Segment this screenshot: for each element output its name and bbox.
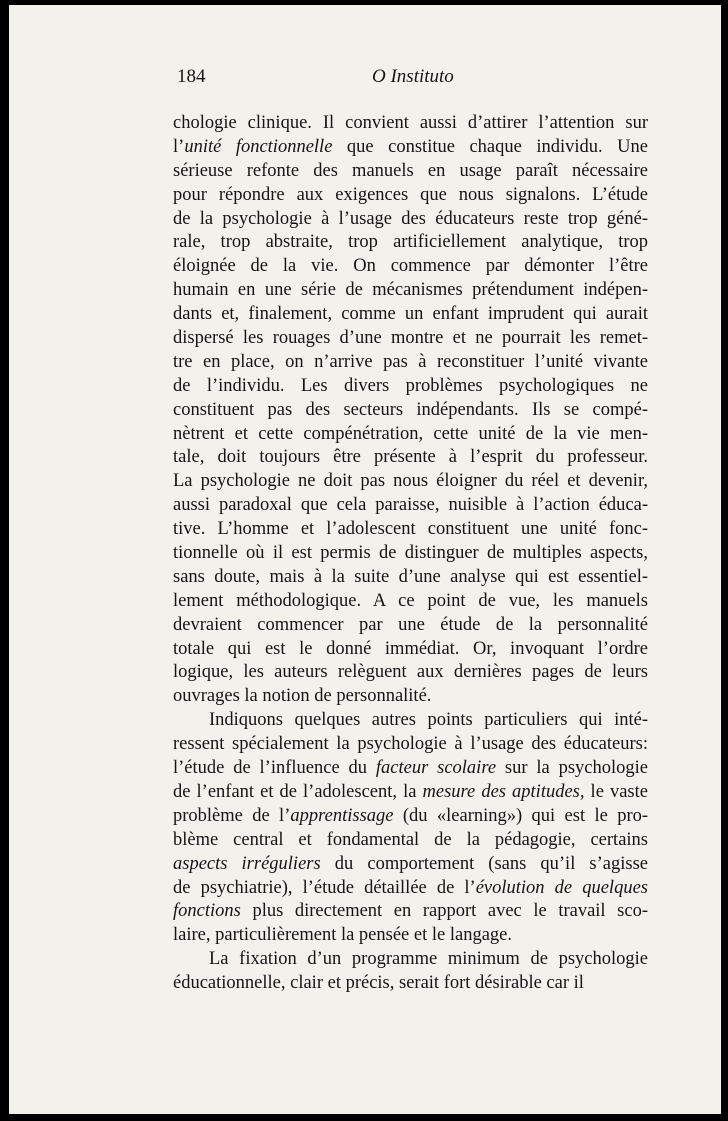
- text-line: [173, 614, 648, 638]
- text-line: [173, 375, 648, 399]
- text-run: problème de l’: [173, 805, 291, 826]
- italic-run: unité fonctionnelle: [184, 136, 333, 157]
- text-line: [173, 924, 648, 948]
- italic-run: évolution de quelques: [475, 877, 648, 898]
- text-run: totale qui est le donné immédiat. Or, invoquant l’ordre: [173, 638, 648, 659]
- text-run: tive. L’homme et l’adolescent constituent une unité fonc-: [173, 519, 648, 540]
- text-run: aussi paradoxal que cela paraisse, nuisible à l’action éduca-: [173, 495, 648, 516]
- text-line: [173, 351, 648, 375]
- text-line: [173, 399, 648, 423]
- italic-run: facteur scolaire: [375, 758, 497, 779]
- text-run: sérieuse refonte des manuels en usage paraît nécessaire: [173, 160, 648, 181]
- page-number: 184: [177, 66, 206, 87]
- text-line: [173, 303, 648, 327]
- text-run: Indiquons quelques autres points particuliers qui inté-: [209, 710, 648, 731]
- text-line: [173, 829, 648, 853]
- text-run: plus directement en rapport avec le travail sco-: [240, 901, 648, 922]
- text-line: [173, 446, 648, 470]
- text-line: [173, 494, 648, 518]
- text-run: tale, doit toujours être présente à l’esprit du professeur.: [173, 447, 648, 468]
- text-run: sur la psychologie: [496, 758, 648, 779]
- text-run: dispersé les rouages d’une montre et ne pourrait les remet-: [173, 328, 648, 349]
- italic-run: mesure des aptitudes,: [422, 781, 585, 802]
- text-line: [173, 948, 648, 972]
- text-run: ouvrages la notion de personnalité.: [173, 686, 432, 707]
- text-line: [173, 853, 648, 877]
- text-run: l’étude de l’influence du: [173, 758, 376, 779]
- text-run: lement méthodologique. A ce point de vue, les manuels: [173, 590, 648, 611]
- text-line: [173, 709, 648, 733]
- text-line: [173, 685, 648, 709]
- text-line: [173, 327, 648, 351]
- running-title: O Instituto: [372, 66, 454, 87]
- text-line: [173, 805, 648, 829]
- body-text: [173, 112, 648, 996]
- text-run: La psychologie ne doit pas nous éloigner du réel et devenir,: [173, 471, 648, 492]
- text-run: pour répondre aux exigences que nous signalons. L’étude: [173, 184, 648, 205]
- text-line: [173, 136, 648, 160]
- text-line: [173, 255, 648, 279]
- text-run: humain en une série de mécanismes prétendument indépen-: [173, 280, 648, 301]
- text-line: [173, 900, 648, 924]
- text-run: éducationnelle, clair et précis, serait fort désirable car il: [173, 973, 584, 994]
- text-line: [173, 423, 648, 447]
- text-run: La fixation d’un programme minimum de psychologie: [209, 949, 648, 970]
- text-line: [173, 566, 648, 590]
- text-run: ressent spécialement la psychologie à l’usage des éducateurs:: [173, 734, 648, 755]
- text-run: chologie clinique. Il convient aussi d’attirer l’attention sur: [173, 113, 648, 133]
- text-line: [173, 733, 648, 757]
- text-run: laire, particulièrement la pensée et le langage.: [173, 925, 512, 946]
- text-line: [173, 112, 648, 136]
- italic-run: fonctions: [173, 901, 241, 922]
- text-line: [173, 781, 648, 805]
- text-run: rale, trop abstraite, trop artificiellement analytique, trop: [173, 232, 648, 253]
- text-run: tionnelle où il est permis de distinguer de multiples aspects,: [173, 543, 648, 564]
- text-run: éloignée de la vie. On commence par démonter l’être: [173, 256, 648, 277]
- text-line: [173, 231, 648, 255]
- text-run: constituent pas des secteurs indépendants. Ils se compé-: [173, 399, 648, 420]
- text-line: [173, 160, 648, 184]
- text-run: sans doute, mais à la suite d’une analyse qui est essentiel-: [173, 566, 648, 587]
- text-run: l’: [173, 136, 185, 157]
- text-run: que constitue chaque individu. Une: [332, 136, 648, 157]
- text-line: [173, 590, 648, 614]
- text-run: de l’individu. Les divers problèmes psychologiques ne: [173, 375, 648, 396]
- text-line: [173, 542, 648, 566]
- text-line: [173, 518, 648, 542]
- text-run: (du «learning») qui est le pro-: [393, 805, 649, 826]
- text-line: [173, 184, 648, 208]
- text-line: [173, 638, 648, 662]
- text-run: du comportement (sans qu’il s’agisse: [320, 853, 648, 874]
- text-run: tre en place, on n’arrive pas à reconstituer l’unité vivante: [173, 351, 648, 372]
- text-run: nètrent et cette compénétration, cette unité de la vie men-: [173, 423, 648, 444]
- text-run: de la psychologie à l’usage des éducateurs reste trop géné-: [173, 208, 648, 229]
- text-line: [173, 661, 648, 685]
- text-run: logique, les auteurs relèguent aux dernières pages de leurs: [173, 662, 648, 683]
- text-line: [173, 877, 648, 901]
- text-run: de l’enfant et de l’adolescent, la: [173, 781, 423, 802]
- text-run: le vaste: [584, 781, 648, 802]
- page-header: [177, 66, 647, 90]
- text-line: [173, 279, 648, 303]
- text-line: [173, 757, 648, 781]
- text-line: [173, 972, 648, 996]
- text-run: de psychiatrie), l’étude détaillée de l’: [173, 877, 476, 898]
- italic-run: apprentissage: [290, 805, 394, 826]
- text-line: [173, 208, 648, 232]
- italic-run: aspects irréguliers: [173, 853, 321, 874]
- text-run: blème central et fondamental de la pédagogie, certains: [173, 829, 648, 850]
- text-line: [173, 470, 648, 494]
- text-run: dants et, finalement, comme un enfant imprudent qui aurait: [173, 304, 648, 325]
- text-run: devraient commencer par une étude de la personnalité: [173, 614, 648, 635]
